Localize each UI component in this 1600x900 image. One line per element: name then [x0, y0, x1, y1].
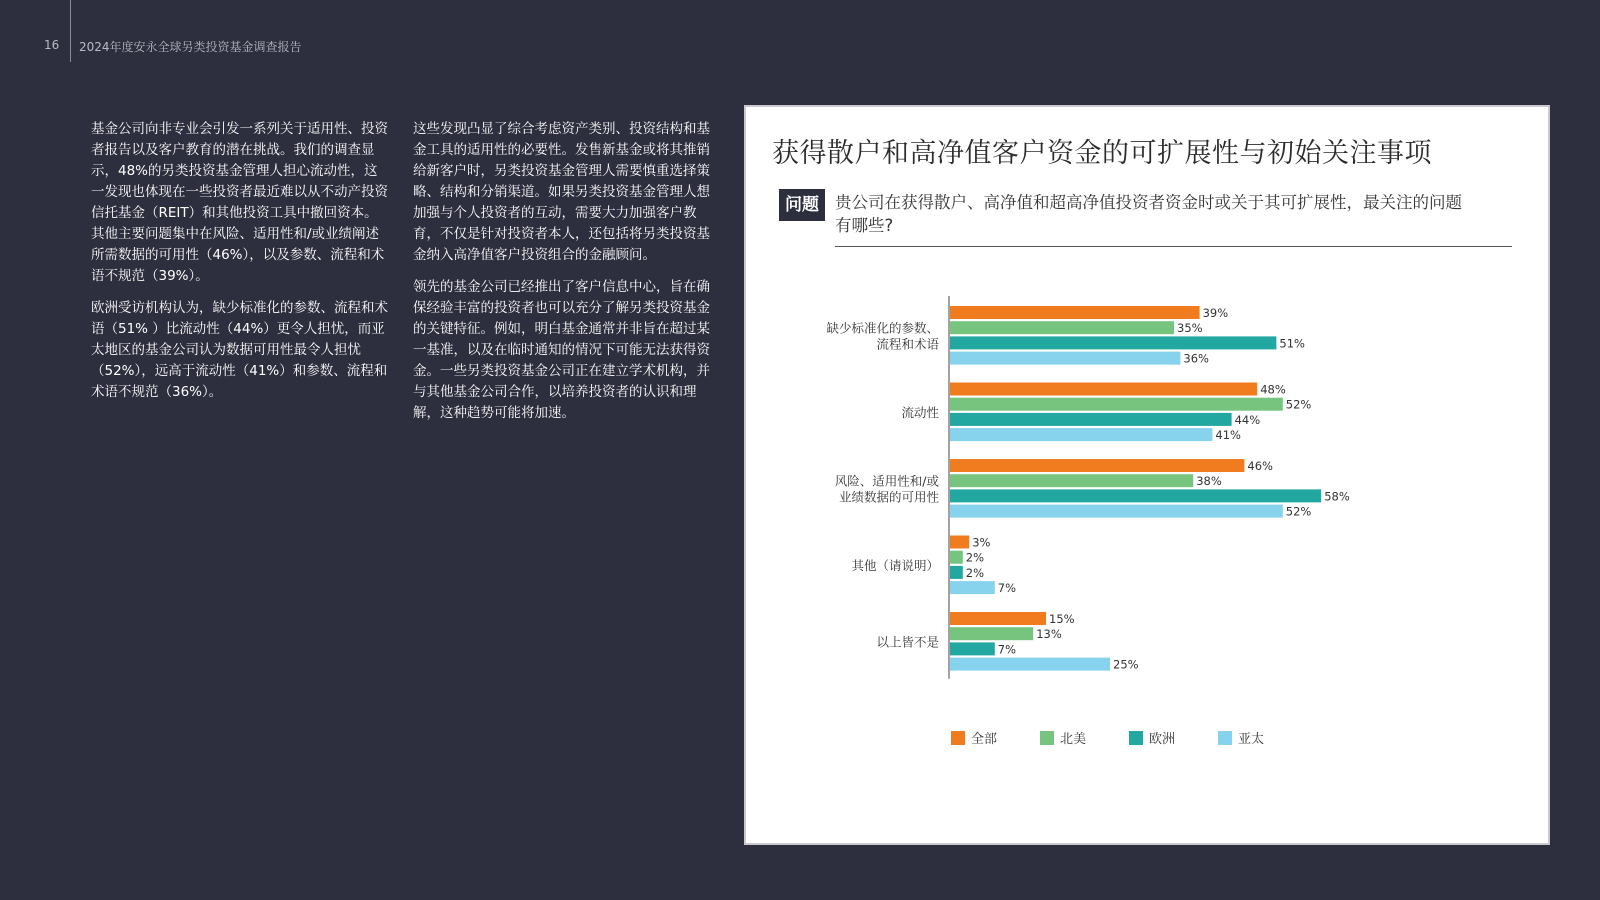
bar	[950, 459, 1244, 472]
report-title: 2024年度安永全球另类投资基金调查报告	[79, 40, 302, 54]
data-label: 58%	[1324, 489, 1350, 504]
legend-label: 全部	[971, 732, 998, 747]
legend-label: 亚太	[1238, 732, 1265, 747]
body-paragraph: 领先的基金公司已经推出了客户信息中心，旨在确保经验丰富的投资者也可以充分了解另类投资基金的关键特征。例如，明白基金通常并非旨在超过某一基准，以及在临时通知的情况下可能无法获得资金。一些另类投资基金公司正在建立学术机构，并与其他基金公司合作，以培养投资者的认识和理解，这种趋势可能将加速。	[413, 279, 710, 421]
data-label: 39%	[1202, 306, 1229, 320]
question-text: 贵公司在获得散户、高净值和超高净值投资者资金时或关于其可扩展性，最关注的问题有哪些?	[835, 193, 1462, 235]
data-label: 41%	[1215, 428, 1241, 443]
bar	[950, 398, 1283, 411]
category-label: 风险、适用性和/或	[834, 473, 939, 489]
data-label: 25%	[1113, 657, 1139, 672]
bar	[950, 505, 1283, 518]
category-label: 缺少标准化的参数、	[826, 320, 939, 336]
legend-label: 北美	[1060, 732, 1087, 747]
data-label: 7%	[997, 581, 1017, 596]
bar-chart	[746, 107, 1548, 843]
legend-swatch	[1218, 731, 1232, 745]
data-label: 48%	[1260, 382, 1286, 397]
data-label: 46%	[1247, 459, 1273, 473]
legend-label: 欧洲	[1149, 732, 1176, 747]
data-label: 51%	[1279, 336, 1305, 351]
bar	[950, 627, 1033, 640]
category-label: 流程和术语	[876, 336, 939, 352]
data-label: 52%	[1285, 397, 1312, 412]
category-label: 业绩数据的可用性	[838, 489, 939, 505]
chart-title: 获得散户和高净值客户资金的可扩展性与初始关注事项	[772, 138, 1432, 169]
bar	[950, 306, 1200, 319]
category-label: 以上皆不是	[876, 634, 939, 650]
bar	[950, 612, 1046, 625]
bar	[950, 474, 1193, 487]
body-paragraph: 这些发现凸显了综合考虑资产类别、投资结构和基金工具的适用性的必要性。发售新基金或将其推销给新客户时，另类投资基金管理人需要慎重选择策略、结构和分销渠道。如果另类投资基金管理人想加强与个人投资者的互动，需要大力加强客户教育，不仅是针对投资者本人，还包括将另类投资基金纳入高净值客户投资组合的金融顾问。	[413, 121, 710, 263]
data-label: 44%	[1234, 412, 1261, 427]
legend-swatch	[951, 731, 965, 745]
bar	[950, 352, 1180, 365]
bar	[950, 336, 1276, 349]
bar	[950, 536, 969, 549]
bar	[950, 658, 1110, 671]
data-label: 35%	[1177, 321, 1203, 336]
legend-swatch	[1129, 731, 1143, 745]
page-number: 16	[44, 38, 60, 52]
bar	[950, 566, 963, 579]
data-label: 52%	[1285, 504, 1312, 519]
legend-swatch	[1040, 731, 1054, 745]
bar	[950, 551, 963, 564]
body-column-left	[91, 119, 389, 414]
data-label: 36%	[1183, 351, 1209, 366]
data-label: 2%	[965, 550, 985, 565]
bar	[950, 321, 1174, 334]
question-badge: 问题	[779, 189, 825, 221]
category-label: 流动性	[901, 404, 939, 420]
chart-card	[744, 105, 1550, 845]
data-label: 2%	[965, 565, 985, 580]
bar	[950, 489, 1321, 502]
data-label: 7%	[997, 642, 1017, 657]
bar	[950, 581, 995, 594]
page-header	[0, 0, 600, 62]
category-label: 其他（请说明）	[851, 557, 939, 573]
data-label: 38%	[1196, 474, 1222, 489]
data-label: 3%	[972, 535, 991, 550]
header-divider	[70, 0, 71, 62]
body-paragraph: 欧洲受访机构认为，缺少标准化的参数、流程和术语（51% ）比流动性（44%）更令人担忧，而亚太地区的基金公司认为数据可用性最令人担忧（52%），远高于流动性（41%）和参数、流程和术语不规范（36%）。	[91, 300, 388, 400]
bar	[950, 383, 1257, 396]
body-column-right	[413, 119, 718, 435]
data-label: 13%	[1036, 627, 1062, 642]
bar	[950, 642, 995, 655]
data-label: 15%	[1049, 612, 1075, 626]
body-paragraph: 基金公司向非专业会引发一系列关于适用性、投资者报告以及客户教育的潜在挑战。我们的调查显示，48%的另类投资基金管理人担心流动性，这一发现也体现在一些投资者最近难以从不动产投资信托基金（REIT）和其他投资工具中撤回资本。其他主要问题集中在风险、适用性和/或业绩阐述所需数据的可用性（46%），以及参数、流程和术语不规范（39%）。	[91, 121, 388, 284]
bar	[950, 413, 1232, 426]
bar	[950, 428, 1212, 441]
